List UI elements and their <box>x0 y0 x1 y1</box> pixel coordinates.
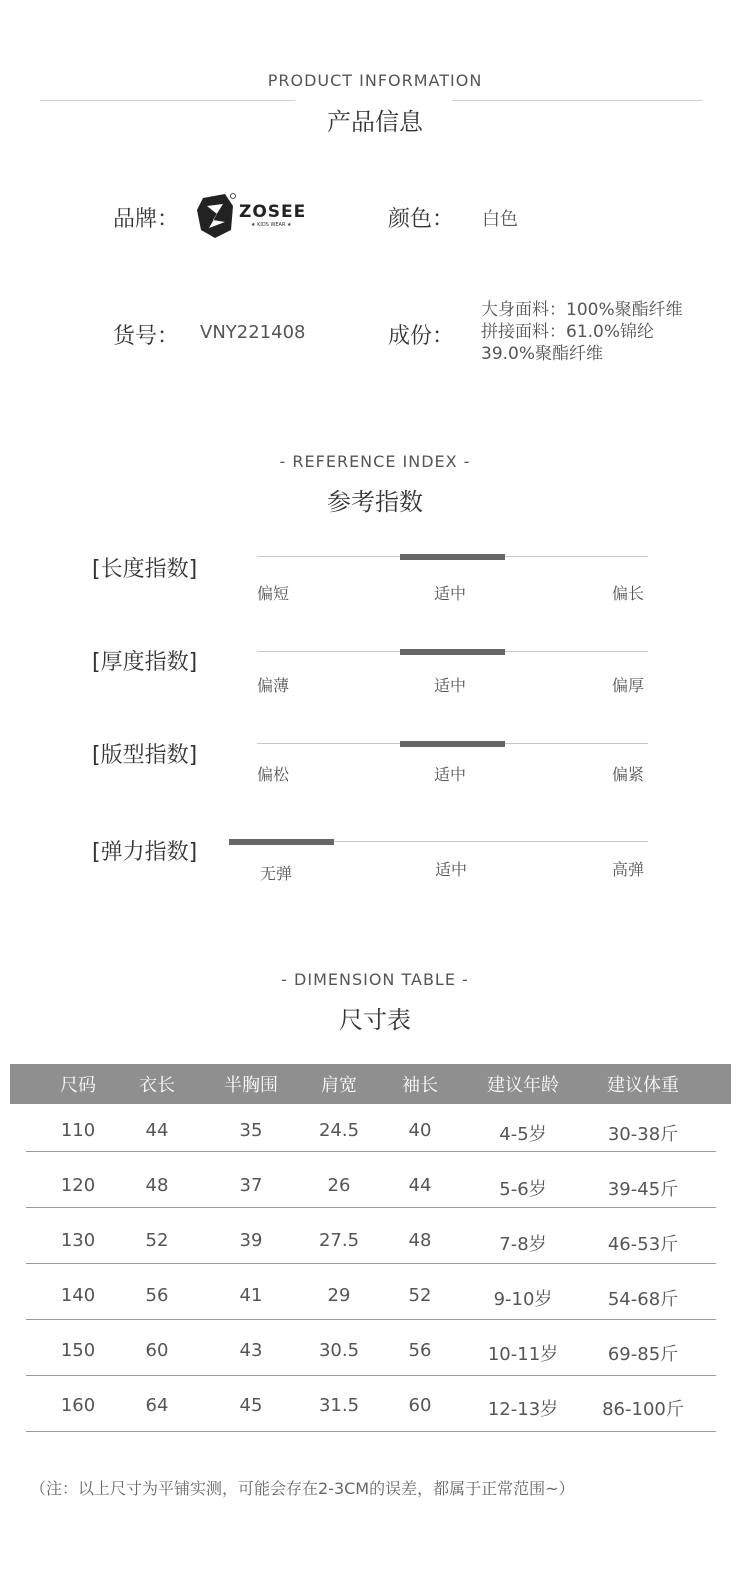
table-cell: 64 <box>145 1395 169 1416</box>
length-index-mid: 适中 <box>434 584 467 603</box>
table-cell: 27.5 <box>318 1230 360 1251</box>
length-index-marker <box>400 554 505 560</box>
zosee-logo-icon <box>195 192 239 240</box>
table-cell: 37 <box>239 1175 263 1196</box>
table-cell: 60 <box>408 1395 432 1416</box>
composition-label: 成份： <box>388 324 455 349</box>
composition-line: 大身面料：100%聚酯纤维 <box>481 300 683 320</box>
table-cell: 52 <box>408 1285 432 1306</box>
table-cell: 9-10岁 <box>493 1289 553 1310</box>
table-row-divider <box>26 1375 716 1376</box>
table-cell: 130 <box>60 1230 96 1251</box>
table-cell: 30.5 <box>318 1340 360 1361</box>
length-index-label: [长度指数] <box>92 557 198 582</box>
table-cell: 150 <box>60 1340 96 1361</box>
table-cell: 60 <box>145 1340 169 1361</box>
product-title-en: PRODUCT INFORMATION <box>267 71 483 90</box>
thickness-index-left: 偏薄 <box>257 676 290 695</box>
table-header-cell: 衣长 <box>139 1075 175 1096</box>
table-cell: 48 <box>408 1230 432 1251</box>
table-header-cell: 袖长 <box>402 1075 438 1096</box>
brand-label: 品牌： <box>113 207 180 232</box>
fit-index-label: [版型指数] <box>92 743 198 768</box>
table-cell: 12-13岁 <box>487 1399 559 1420</box>
table-cell: 41 <box>239 1285 263 1306</box>
composition-value <box>481 299 683 365</box>
fit-index-right: 偏紧 <box>612 765 645 784</box>
table-cell: 26 <box>327 1175 351 1196</box>
table-cell: 40 <box>408 1120 432 1141</box>
table-cell: 39-45斤 <box>607 1179 679 1200</box>
table-cell: 29 <box>327 1285 351 1306</box>
table-cell: 30-38斤 <box>607 1124 679 1145</box>
table-cell: 4-5岁 <box>499 1124 547 1145</box>
table-header-cell: 建议年龄 <box>487 1075 559 1096</box>
elasticity-index-left: 无弹 <box>260 864 293 883</box>
table-cell: 69-85斤 <box>607 1344 679 1365</box>
table-cell: 44 <box>145 1120 169 1141</box>
table-cell: 56 <box>145 1285 169 1306</box>
table-cell: 160 <box>60 1395 96 1416</box>
thickness-index-mid: 适中 <box>434 676 467 695</box>
reference-title-cn: 参考指数 <box>327 488 423 516</box>
table-cell: 44 <box>408 1175 432 1196</box>
divider-left <box>40 100 295 101</box>
table-header-cell: 半胸围 <box>224 1075 278 1096</box>
table-row-divider <box>26 1431 716 1432</box>
table-cell: 5-6岁 <box>499 1179 547 1200</box>
table-cell: 43 <box>239 1340 263 1361</box>
product-title-cn: 产品信息 <box>327 108 423 136</box>
table-cell: 35 <box>239 1120 263 1141</box>
table-cell: 86-100斤 <box>602 1399 684 1420</box>
table-cell: 52 <box>145 1230 169 1251</box>
elasticity-index-right: 高弹 <box>612 860 645 879</box>
table-cell: 140 <box>60 1285 96 1306</box>
reference-title-en: - REFERENCE INDEX - <box>279 452 471 471</box>
table-cell: 54-68斤 <box>607 1289 679 1310</box>
table-cell: 10-11岁 <box>487 1344 559 1365</box>
table-header-cell: 尺码 <box>60 1075 96 1096</box>
dimension-title-cn: 尺寸表 <box>339 1006 411 1034</box>
dimension-title-en: - DIMENSION TABLE - <box>281 970 469 989</box>
table-cell: 39 <box>239 1230 263 1251</box>
table-cell: 45 <box>239 1395 263 1416</box>
table-row-divider <box>26 1263 716 1264</box>
table-header-cell: 建议体重 <box>607 1075 679 1096</box>
composition-line: 39.0%聚酯纤维 <box>481 344 604 364</box>
table-header-cell: 肩宽 <box>321 1075 357 1096</box>
color-label: 颜色： <box>388 207 455 232</box>
composition-line: 拼接面料：61.0%锦纶 <box>481 322 655 342</box>
table-cell: 31.5 <box>318 1395 360 1416</box>
table-row-divider <box>26 1151 716 1152</box>
brand-logo-sub: ★ KIDS WEAR ★ <box>251 222 292 228</box>
fit-index-mid: 适中 <box>434 765 467 784</box>
table-cell: 120 <box>60 1175 96 1196</box>
measurement-note: （注：以上尺寸为平铺实测，可能会存在2-3CM的误差，都属于正常范围~） <box>30 1479 575 1498</box>
sku-value: VNY221408 <box>200 322 306 343</box>
length-index-left: 偏短 <box>257 584 290 603</box>
color-value: 白色 <box>482 209 518 230</box>
elasticity-index-label: [弹力指数] <box>92 840 198 865</box>
table-cell: 46-53斤 <box>607 1234 679 1255</box>
thickness-index-marker <box>400 649 505 655</box>
divider-right <box>452 100 702 101</box>
table-cell: 48 <box>145 1175 169 1196</box>
brand-logo <box>195 192 315 242</box>
table-row-divider <box>26 1207 716 1208</box>
table-cell: 110 <box>60 1120 96 1141</box>
length-index-right: 偏长 <box>612 584 645 603</box>
fit-index-left: 偏松 <box>257 765 290 784</box>
brand-logo-text: ZOSEE <box>239 202 307 222</box>
table-cell: 7-8岁 <box>499 1234 547 1255</box>
fit-index-marker <box>400 741 505 747</box>
table-row-divider <box>26 1319 716 1320</box>
elasticity-index-mid: 适中 <box>435 860 468 879</box>
table-cell: 56 <box>408 1340 432 1361</box>
table-cell: 24.5 <box>318 1120 360 1141</box>
sku-label: 货号： <box>113 324 180 349</box>
elasticity-index-marker <box>229 839 334 845</box>
thickness-index-right: 偏厚 <box>612 676 645 695</box>
thickness-index-label: [厚度指数] <box>92 650 198 675</box>
